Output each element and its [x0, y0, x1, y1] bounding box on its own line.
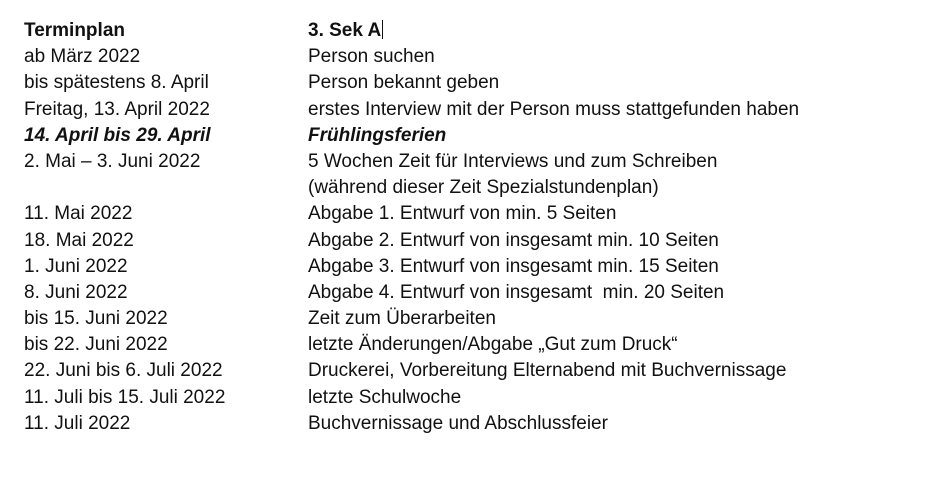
schedule-task: Person bekannt geben	[308, 72, 500, 94]
schedule-date: bis 22. Juni 2022	[24, 334, 168, 356]
schedule-task: Abgabe 2. Entwurf von insgesamt min. 10 Seiten	[308, 229, 719, 251]
schedule-date: 18. Mai 2022	[24, 229, 134, 251]
schedule-date: 22. Juni bis 6. Juli 2022	[24, 360, 223, 382]
schedule-date: bis 15. Juni 2022	[24, 308, 168, 330]
schedule-task: Person suchen	[308, 46, 435, 68]
schedule-title: Terminplan	[24, 20, 125, 41]
schedule-date: 11. Juli bis 15. Juli 2022	[24, 386, 226, 408]
schedule-task: Zeit zum Überarbeiten	[308, 308, 496, 330]
schedule-date: 2. Mai – 3. Juni 2022	[24, 150, 201, 172]
schedule-task: erstes Interview mit der Person muss stattgefunden haben	[308, 98, 800, 120]
schedule-task: Frühlingsferien	[308, 124, 447, 146]
schedule-task: 5 Wochen Zeit für Interviews und zum Schreiben	[308, 150, 718, 172]
schedule-task: letzte Schulwoche	[308, 386, 462, 408]
schedule-date: 11. Juli 2022	[24, 412, 131, 434]
schedule-task: letzte Änderungen/Abgabe „Gut zum Druck“	[308, 334, 678, 356]
schedule-task: Abgabe 4. Entwurf von insgesamt min. 20 Seiten	[308, 281, 725, 303]
schedule-date: 11. Mai 2022	[24, 203, 133, 225]
schedule-date: 1. Juni 2022	[24, 255, 128, 277]
schedule-date: ab März 2022	[24, 46, 141, 68]
schedule-task: Buchvernissage und Abschlussfeier	[308, 412, 608, 434]
schedule-task: (während dieser Zeit Spezialstundenplan)	[308, 177, 659, 199]
class-label-text: 3. Sek A	[308, 20, 382, 41]
schedule-task: Abgabe 1. Entwurf von min. 5 Seiten	[308, 203, 617, 225]
schedule-date: Freitag, 13. April 2022	[24, 98, 210, 120]
schedule-date: 14. April bis 29. April	[24, 124, 211, 146]
class-label[interactable]	[308, 18, 383, 44]
schedule-task: Druckerei, Vorbereitung Elternabend mit Buchvernissage	[308, 360, 787, 382]
schedule-date: 8. Juni 2022	[24, 281, 128, 303]
text-cursor	[382, 20, 383, 39]
schedule-date: bis spätestens 8. April	[24, 72, 209, 94]
schedule-task: Abgabe 3. Entwurf von insgesamt min. 15 Seiten	[308, 255, 719, 277]
